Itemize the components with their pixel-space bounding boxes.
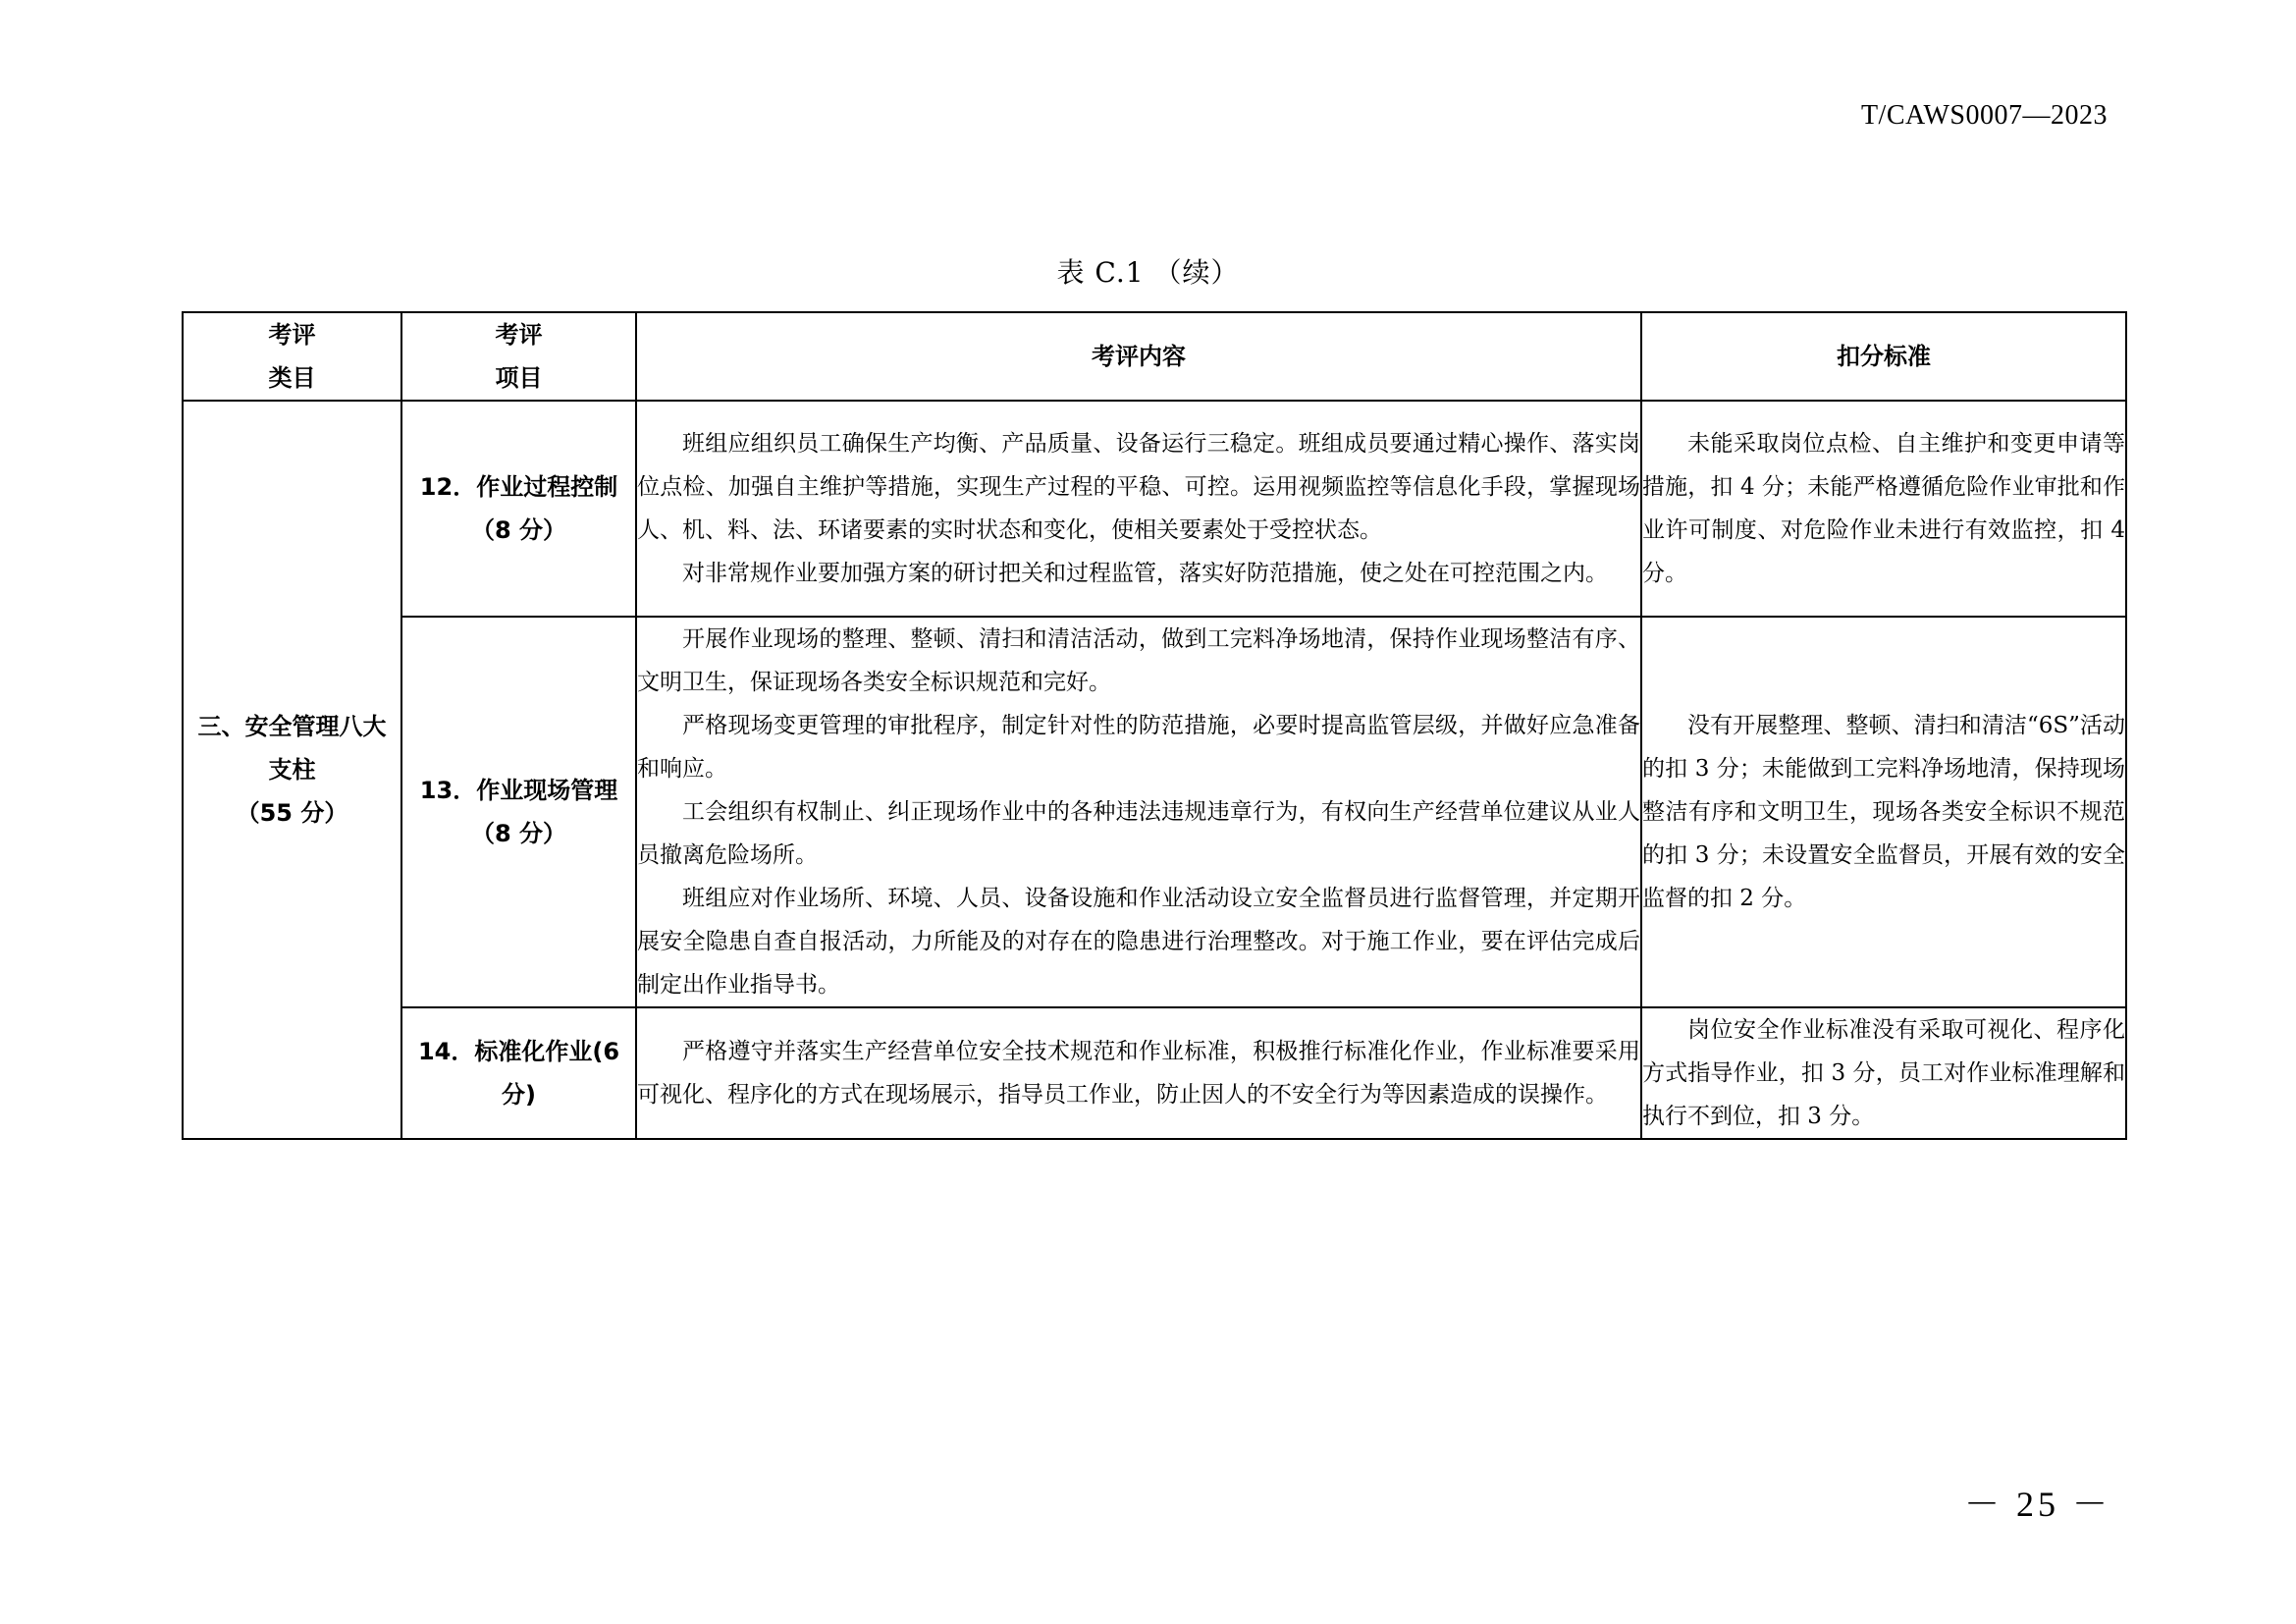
deduction-cell [1641,1007,2126,1139]
content-paragraph: 对非常规作业要加强方案的研讨把关和过程监管，落实好防范措施，使之处在可控范围之内。 [682,561,1608,586]
deduction-text: 未能采取岗位点检、自主维护和变更申请等措施，扣 4 分；未能严格遵循危险作业审批和作业许可制度、对危险作业未进行有效监控，扣 4 分。 [1642,431,2125,586]
category-line: 三、安全管理八大 [197,713,387,740]
deduction-cell [1641,401,2126,617]
header-category-line: 类目 [268,364,316,392]
item-cell [401,617,636,1007]
header-deduction: 扣分标准 [1641,312,2126,401]
content-paragraph: 严格现场变更管理的审批程序，制定针对性的防范措施，必要时提高监管层级，并做好应急准备和响应。 [637,713,1640,782]
table-row [183,617,2126,1007]
header-category-line: 考评 [268,321,316,349]
table-header-row [183,312,2126,401]
header-item [401,312,636,401]
page-number: － 25 － [1963,1485,2111,1524]
header-item-line: 项目 [495,364,543,392]
header-category [183,312,401,401]
item-cell [401,401,636,617]
evaluation-table [182,311,2127,1140]
header-item-line: 考评 [495,321,543,349]
table-row [183,401,2126,617]
deduction-text: 没有开展整理、整顿、清扫和清洁“6S”活动的扣 3 分；未能做到工完料净场地清，保持现场整洁有序和文明卫生，现场各类安全标识不规范的扣 3 分；未设置安全监督员，开展有效的安全监督的扣 2 分。 [1642,713,2125,911]
content-paragraph: 班组应对作业场所、环境、人员、设备设施和作业活动设立安全监督员进行监督管理，并定期开展安全隐患自查自报活动，力所能及的对存在的隐患进行治理整改。对于施工作业，要在评估完成后制定出作业指导书。 [637,886,1640,998]
content-paragraph: 班组应组织员工确保生产均衡、产品质量、设备运行三稳定。班组成员要通过精心操作、落实岗位点检、加强自主维护等措施，实现生产过程的平稳、可控。运用视频监控等信息化手段，掌握现场人、机、料、法、环诸要素的实时状态和变化，使相关要素处于受控状态。 [637,431,1640,543]
category-line: 支柱 [268,756,316,784]
item-line: （8 分） [470,820,567,847]
content-cell [636,1007,1641,1139]
item-line: 分) [502,1081,536,1109]
item-line: 12．作业过程控制 [419,473,618,501]
item-line: 14．标准化作业(6 [417,1038,620,1065]
content-cell [636,401,1641,617]
deduction-cell [1641,617,2126,1007]
table-caption: 表 C.1 （续） [1056,256,1240,289]
content-paragraph: 开展作业现场的整理、整顿、清扫和清洁活动，做到工完料净场地清，保持作业现场整洁有序、文明卫生，保证现场各类安全标识规范和完好。 [637,626,1640,695]
header-content: 考评内容 [636,312,1641,401]
document-code: T/CAWS0007—2023 [1860,100,2108,131]
content-paragraph: 工会组织有权制止、纠正现场作业中的各种违法违规违章行为，有权向生产经营单位建议从业人员撤离危险场所。 [637,799,1640,868]
category-line: （55 分） [236,799,348,827]
category-cell [183,401,401,1139]
content-cell [636,617,1641,1007]
item-line: 13．作业现场管理 [419,777,618,804]
table-row [183,1007,2126,1139]
content-paragraph: 严格遵守并落实生产经营单位安全技术规范和作业标准，积极推行标准化作业，作业标准要采用可视化、程序化的方式在现场展示，指导员工作业，防止因人的不安全行为等因素造成的误操作。 [637,1039,1640,1108]
deduction-text: 岗位安全作业标准没有采取可视化、程序化方式指导作业，扣 3 分，员工对作业标准理解和执行不到位，扣 3 分。 [1642,1017,2125,1129]
item-cell [401,1007,636,1139]
item-line: （8 分） [470,516,567,544]
